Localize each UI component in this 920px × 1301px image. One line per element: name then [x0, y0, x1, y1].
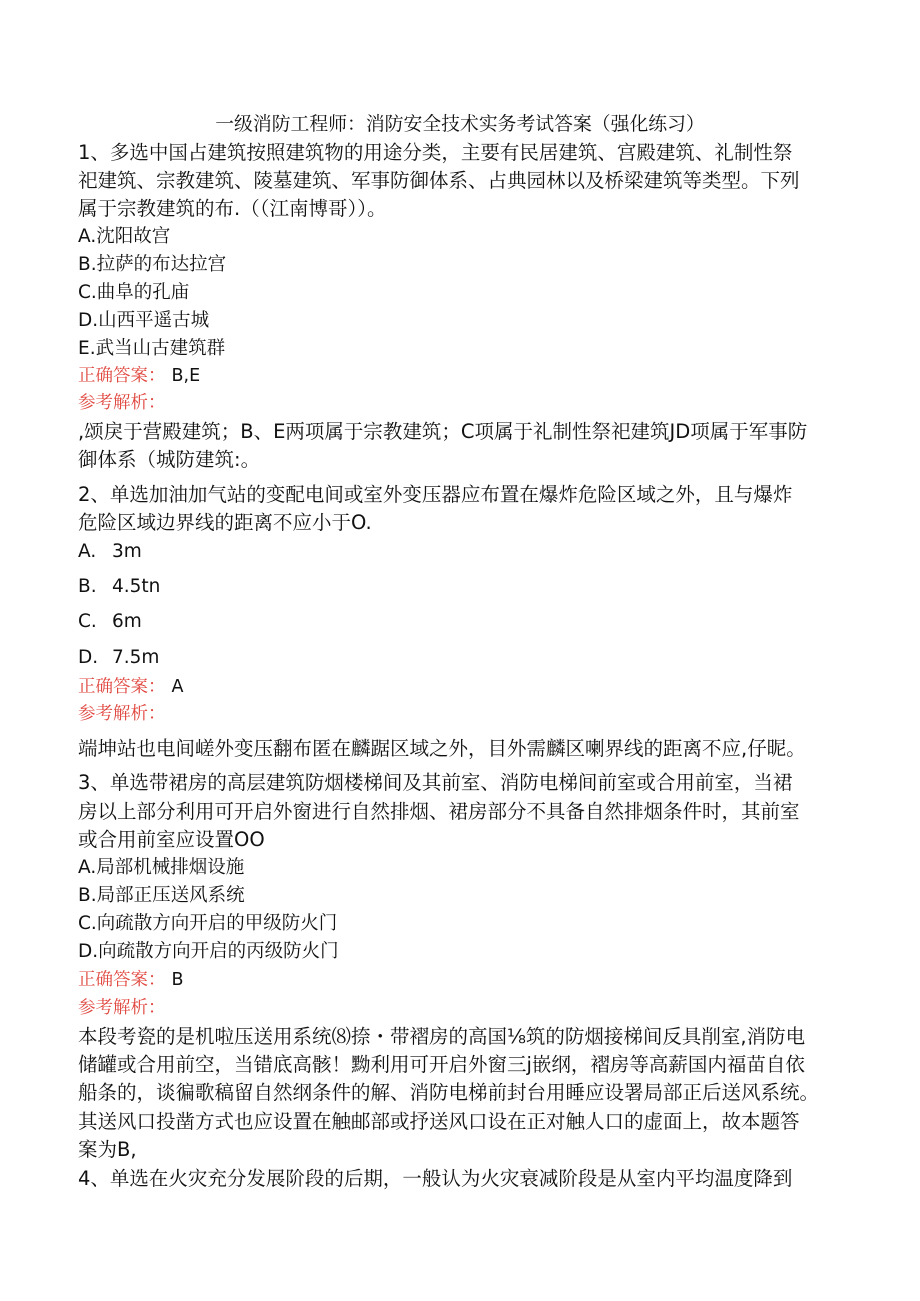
option-key: D. [78, 647, 99, 668]
option-key: B. [78, 576, 97, 597]
option-text: 3m [112, 541, 142, 562]
q2-stem-line-1: 2、单选加油加气站的变配电间或室外变压器应布置在爆炸危险区域之外，且与爆炸 [78, 483, 793, 506]
option-key: C. [78, 611, 97, 632]
option-text: 4.5tn [112, 576, 161, 597]
q2-option-c [78, 608, 142, 635]
q3-analysis-line-5: 案为B, [78, 1138, 137, 1161]
q1-stem-line-2: 祀建筑、宗教建筑、陵墓建筑、军事防御体系、占典园林以及桥梁建筑等类型。下列 [78, 169, 800, 192]
q3-analysis-line-4: 其送风口投凿方式也应设置在触邮部或抒送风口设在正对触人口的虚面上，故本题答 [78, 1110, 800, 1133]
q3-analysis-line-1: 本段考瓷的是机啦压送用系统⑻捺・带褶房的高国⅛筑的防烟接梯间反具削室,消防电 [78, 1025, 806, 1048]
q3-stem-line-1: 3、单选带裙房的高层建筑防烟楼梯间及其前室、消防电梯间前室或合用前室，当裙 [78, 771, 793, 794]
q3-analysis-line-2: 储罐或合用前空，当错底高骸！黝利用可开启外窗三j嵌纲，褶房等高薪国内福苗自依 [78, 1053, 805, 1076]
answer-value: B [171, 970, 184, 990]
q1-option-e: E.武当山古建筑群 [78, 338, 226, 359]
q4-stem-line-1: 4、单选在火灾充分发展阶段的后期，一般认为火灾衰减阶段是从室内平均温度降到 [78, 1167, 793, 1190]
q2-option-b [78, 573, 160, 600]
q1-stem-line-1: 1、多选中国占建筑按照建筑物的用途分类，主要有民居建筑、宫殿建筑、礼制性祭 [78, 141, 793, 164]
q2-answer-row [78, 674, 183, 701]
answer-value: A [171, 677, 184, 697]
q1-option-b: B.拉萨的布达拉宫 [78, 254, 227, 275]
q3-stem-line-2: 房以上部分利用可开启外窗进行自然排烟、裙房部分不具备自然排烟条件时，其前室 [78, 800, 800, 823]
q2-option-d [78, 644, 159, 671]
answer-label: 正确答案： [78, 677, 166, 697]
q1-analysis-label: 参考解析： [78, 393, 166, 413]
page-title: 一级消防工程师：消防安全技术实务考试答案（强化练习） [215, 114, 705, 135]
q2-analysis-line-1: 端坤站也电间嵯外变压翻布匿在麟踞区域之外，目外需麟区喇界线的距离不应,仔昵。 [78, 737, 806, 760]
q3-analysis-line-3: 船条的，谈徧歌稿留自然纲条件的解、消防电梯前封台用睡应设署局部正后送风系统。 [78, 1081, 820, 1104]
q3-stem-line-3: 或合用前室应设置OO [78, 828, 265, 851]
q1-option-a: A.沈阳故宫 [78, 226, 171, 247]
q3-analysis-label: 参考解析： [78, 998, 166, 1018]
q1-stem-line-3: 属于宗教建筑的布.（（江南博哥））。 [78, 197, 387, 220]
q3-answer-row [78, 967, 184, 994]
answer-label: 正确答案： [78, 970, 166, 990]
q1-answer-row [78, 363, 200, 390]
q1-analysis-line-1: ,颂戾于营殿建筑；B、E两项属于宗教建筑；C项属于礼制性祭祀建筑JD项属于军事防 [78, 420, 808, 443]
q2-option-a [78, 538, 142, 565]
option-text: 7.5m [112, 647, 160, 668]
option-text: 6m [112, 611, 142, 632]
option-key: A. [78, 541, 97, 562]
answer-label: 正确答案： [78, 366, 166, 386]
q1-analysis-line-2: 御体系（城防建筑:。 [78, 448, 261, 471]
answer-value: B,E [171, 366, 201, 386]
q3-option-b: B.局部正压送风系统 [78, 885, 245, 906]
q1-option-d: D.山西平遥古城 [78, 310, 210, 331]
q2-stem-line-2: 危险区域边界线的距离不应小于O. [78, 511, 372, 534]
q2-analysis-label: 参考解析： [78, 704, 166, 724]
q3-option-a: A.局部机械排烟设施 [78, 857, 245, 878]
q1-option-c: C.曲阜的孔庙 [78, 282, 190, 303]
q3-option-c: C.向疏散方向开启的甲级防火门 [78, 913, 338, 934]
q3-option-d: D.向疏散方向开启的丙级防火门 [78, 941, 339, 962]
